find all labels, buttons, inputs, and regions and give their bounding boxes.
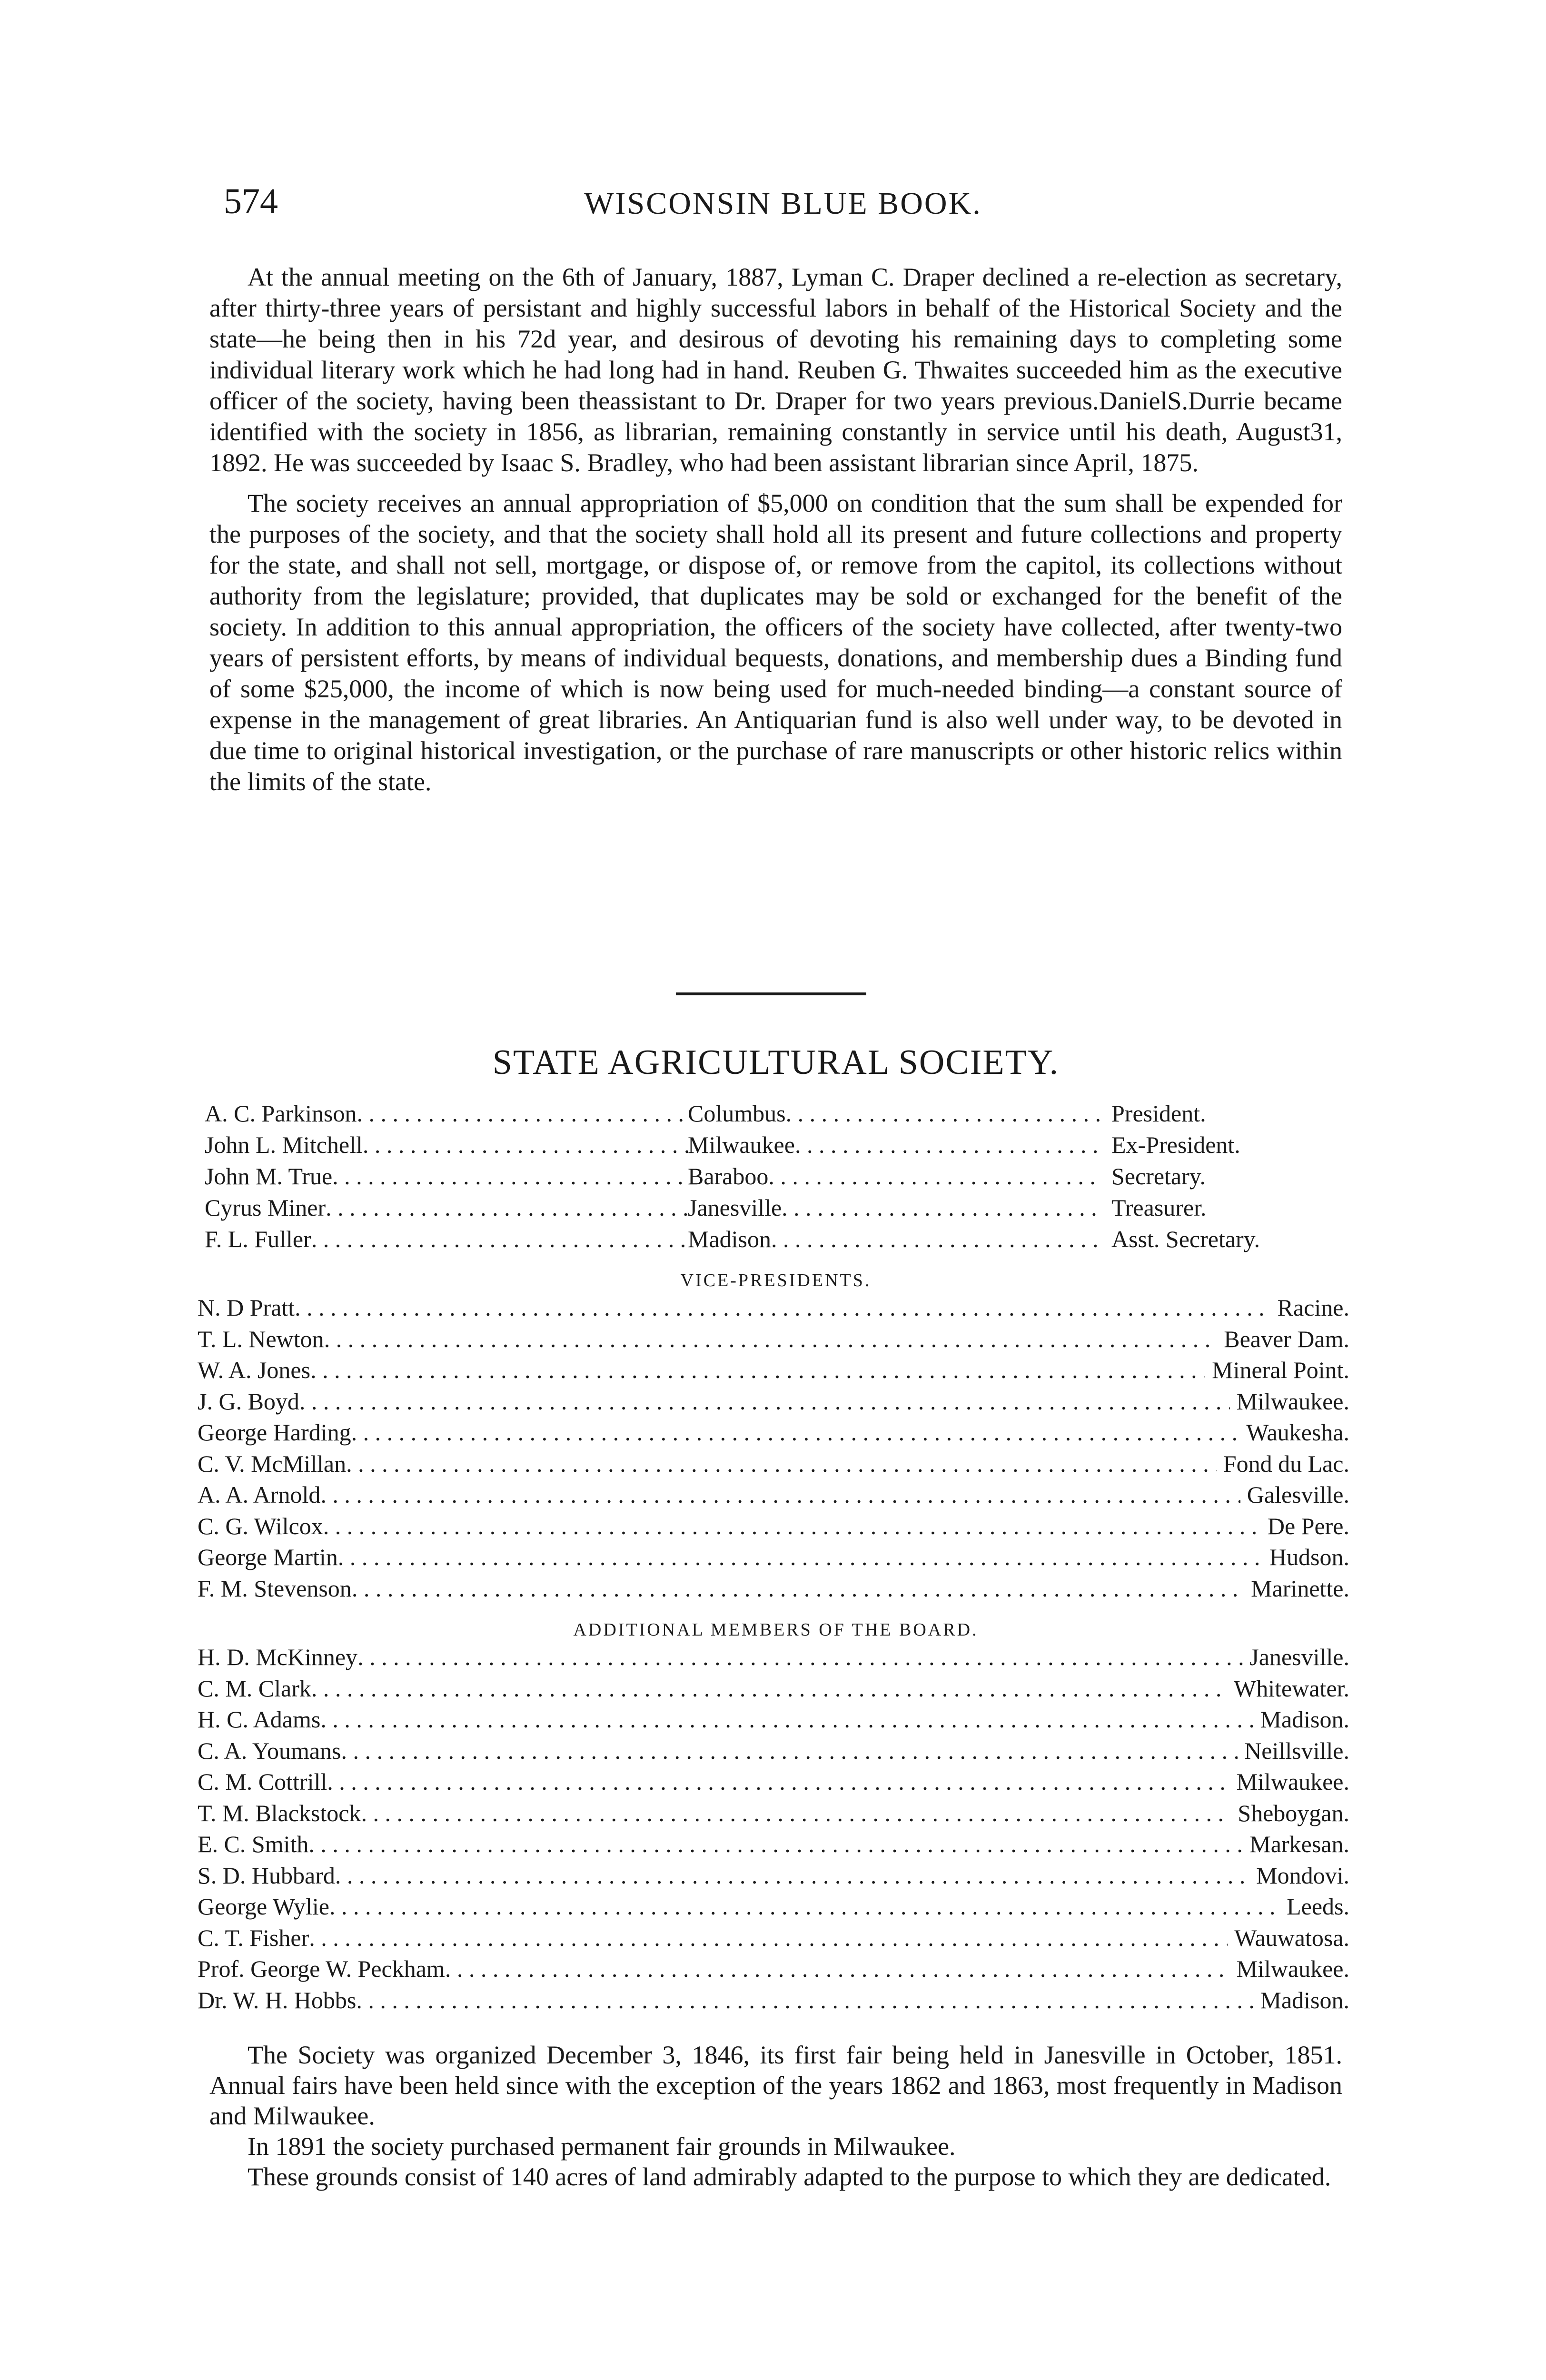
- member-place: Hudson.: [1269, 1544, 1349, 1570]
- member-name: C. M. Cottrill: [198, 1768, 327, 1795]
- officer-name: Cyrus Miner: [205, 1194, 326, 1221]
- member-name: F. M. Stevenson: [198, 1575, 352, 1602]
- list-item: [198, 1418, 1349, 1450]
- officer-name: F. L. Fuller: [205, 1226, 311, 1252]
- paragraph: These grounds consist of 140 acres of land admirably adapted to the purpose to which they are dedicated.: [248, 2162, 1331, 2191]
- officer-row: [205, 1131, 1347, 1162]
- member-place: Neillsville.: [1244, 1737, 1349, 1764]
- list-item: [198, 1294, 1349, 1325]
- member-place: Milwaukee.: [1236, 1955, 1349, 1982]
- member-place: De Pere.: [1267, 1512, 1349, 1539]
- officer-name: John L. Mitchell: [205, 1131, 363, 1158]
- member-place: Madison.: [1260, 1706, 1349, 1733]
- vice-presidents-heading: VICE-PRESIDENTS.: [680, 1270, 872, 1290]
- member-name: C. A. Youmans: [198, 1737, 341, 1764]
- list-item: [198, 1737, 1349, 1768]
- member-name: S. D. Hubbard: [198, 1862, 335, 1889]
- list-item: [198, 1830, 1349, 1862]
- member-place: Madison.: [1260, 1986, 1349, 2013]
- officer-row: [205, 1225, 1347, 1257]
- page-header: [224, 181, 1342, 243]
- list-item: [198, 1643, 1349, 1675]
- member-place: Marinette.: [1251, 1575, 1349, 1602]
- member-name: Prof. George W. Peckham: [198, 1955, 445, 1982]
- paragraph: The society receives an annual appropriation of $5,000 on condition that the sum shall be expended for the purposes of the society, and that the society shall hold all its present and future collections and property for the state, and shall not sell, mortgage, or dispose of, or remove from the capitol, its collections without authority from the legislature; provided, that duplicates may be sold or exchanged for the benefit of the society. In addition to this annual appropriation, the officers of the society have collected, after twenty-two years of persistent efforts, by means of individual bequests, donations, and membership dues a Binding fund of some $25,000, the income of which is now being used for much-needed binding—a constant source of expense in the management of great libraries. An Antiquarian fund is also well under way, to be devoted in due time to original historical investigation, or the purchase of rare manuscripts or other historic relics within the limits of the state.: [209, 489, 1342, 796]
- list-item: [198, 1706, 1349, 1737]
- member-place: Whitewater.: [1234, 1675, 1349, 1702]
- member-name: H. D. McKinney: [198, 1644, 358, 1670]
- list-item: [198, 1575, 1349, 1606]
- officer-name: A. C. Parkinson: [205, 1100, 357, 1127]
- member-place: Mondovi.: [1256, 1862, 1349, 1889]
- list-item: [198, 1955, 1349, 1986]
- officer-place: Baraboo: [688, 1163, 769, 1190]
- officer-place: Janesville: [688, 1194, 782, 1221]
- member-name: C. M. Clark: [198, 1675, 311, 1702]
- member-name: C. V. McMillan: [198, 1450, 347, 1477]
- additional-members-heading: ADDITIONAL MEMBERS OF THE BOARD.: [573, 1620, 979, 1640]
- running-head: WISCONSIN BLUE BOOK.: [584, 186, 982, 221]
- member-place: Wauwatosa.: [1234, 1924, 1349, 1951]
- member-name: W. A. Jones: [198, 1357, 311, 1383]
- officer-row: [205, 1162, 1347, 1194]
- officer-title: Treasurer.: [1111, 1194, 1207, 1221]
- member-name: A. A. Arnold: [198, 1481, 321, 1508]
- paragraph: The Society was organized December 3, 1846, its first fair being held in Janesville in October, 1851. Annual fairs have been held since with the exception of the years 1862 and 1863, most frequently in Madison and Milwaukee.: [209, 2041, 1342, 2130]
- member-name: H. C. Adams: [198, 1706, 321, 1733]
- officer-title: Ex-President.: [1111, 1131, 1240, 1158]
- member-name: George Wylie: [198, 1893, 330, 1920]
- member-place: Janesville.: [1249, 1644, 1349, 1670]
- list-item: [198, 1450, 1349, 1481]
- member-place: Beaver Dam.: [1224, 1325, 1349, 1352]
- member-name: J. G. Boyd: [198, 1388, 299, 1415]
- list-item: [198, 1924, 1349, 1955]
- agricultural-society-text: [209, 2040, 1342, 2192]
- member-name: T. M. Blackstock: [198, 1799, 361, 1826]
- member-place: Waukesha.: [1246, 1419, 1349, 1446]
- member-place: Mineral Point.: [1212, 1357, 1349, 1383]
- officer-title: President.: [1111, 1100, 1206, 1127]
- member-place: Markesan.: [1249, 1831, 1349, 1857]
- member-place: Fond du Lac.: [1223, 1450, 1349, 1477]
- member-name: George Harding: [198, 1419, 351, 1446]
- paragraph: At the annual meeting on the 6th of January, 1887, Lyman C. Draper declined a re-election as secretary, after thirty-three years of persistant and highly successful labors in behalf of the Historical Society and the state—he being then in his 72d year, and desirous of devoting his remaining days to completing some individual literary work which he had long had in hand. Reuben G. Thwaites succeeded him as the executive officer of the society, having been theassistant to Dr. Draper for two years previous.DanielS.Durrie became identified with the society in 1856, as librarian, remaining constantly in service until his death, August31, 1892. He was succeeded by Isaac S. Bradley, who had been assistant librarian since April, 1875.: [209, 263, 1342, 477]
- list-item: [198, 1325, 1349, 1357]
- member-place: Galesville.: [1247, 1481, 1349, 1508]
- historical-society-text: [209, 262, 1342, 797]
- list-item: [198, 1799, 1349, 1831]
- member-name: C. G. Wilcox: [198, 1512, 323, 1539]
- member-name: T. L. Newton: [198, 1325, 324, 1352]
- section-title: STATE AGRICULTURAL SOCIETY.: [492, 1043, 1060, 1082]
- list-item: [198, 1893, 1349, 1924]
- list-item: [198, 1388, 1349, 1419]
- list-item: [198, 1481, 1349, 1512]
- section-divider: [676, 992, 866, 995]
- list-item: [198, 1768, 1349, 1799]
- officer-place: Madison: [688, 1226, 771, 1252]
- member-place: Sheboygan.: [1238, 1799, 1349, 1826]
- officer-place: Columbus: [688, 1100, 786, 1127]
- officer-place: Milwaukee: [688, 1131, 795, 1158]
- list-item: [198, 1543, 1349, 1575]
- member-name: George Martin: [198, 1544, 338, 1570]
- vice-presidents-list: [198, 1294, 1349, 1606]
- officer-name: John M. True: [205, 1163, 333, 1190]
- officer-row: [205, 1100, 1347, 1131]
- member-name: C. T. Fisher: [198, 1924, 309, 1951]
- officer-title: Asst. Secretary.: [1111, 1226, 1260, 1252]
- officer-row: [205, 1194, 1347, 1225]
- additional-members-list: [198, 1643, 1349, 2017]
- member-name: E. C. Smith: [198, 1831, 309, 1857]
- member-name: N. D Pratt: [198, 1294, 295, 1321]
- member-place: Racine.: [1277, 1294, 1349, 1321]
- list-item: [198, 1512, 1349, 1544]
- list-item: [198, 1356, 1349, 1388]
- page-number: 574: [224, 181, 278, 221]
- list-item: [198, 1675, 1349, 1706]
- officers-list: [205, 1100, 1347, 1257]
- paragraph: In 1891 the society purchased permanent fair grounds in Milwaukee.: [248, 2132, 956, 2161]
- list-item: [198, 1986, 1349, 2018]
- list-item: [198, 1862, 1349, 1893]
- member-name: Dr. W. H. Hobbs: [198, 1986, 357, 2013]
- member-place: Milwaukee.: [1236, 1388, 1349, 1415]
- member-place: Milwaukee.: [1236, 1768, 1349, 1795]
- member-place: Leeds.: [1287, 1893, 1349, 1920]
- officer-title: Secretary.: [1111, 1163, 1206, 1190]
